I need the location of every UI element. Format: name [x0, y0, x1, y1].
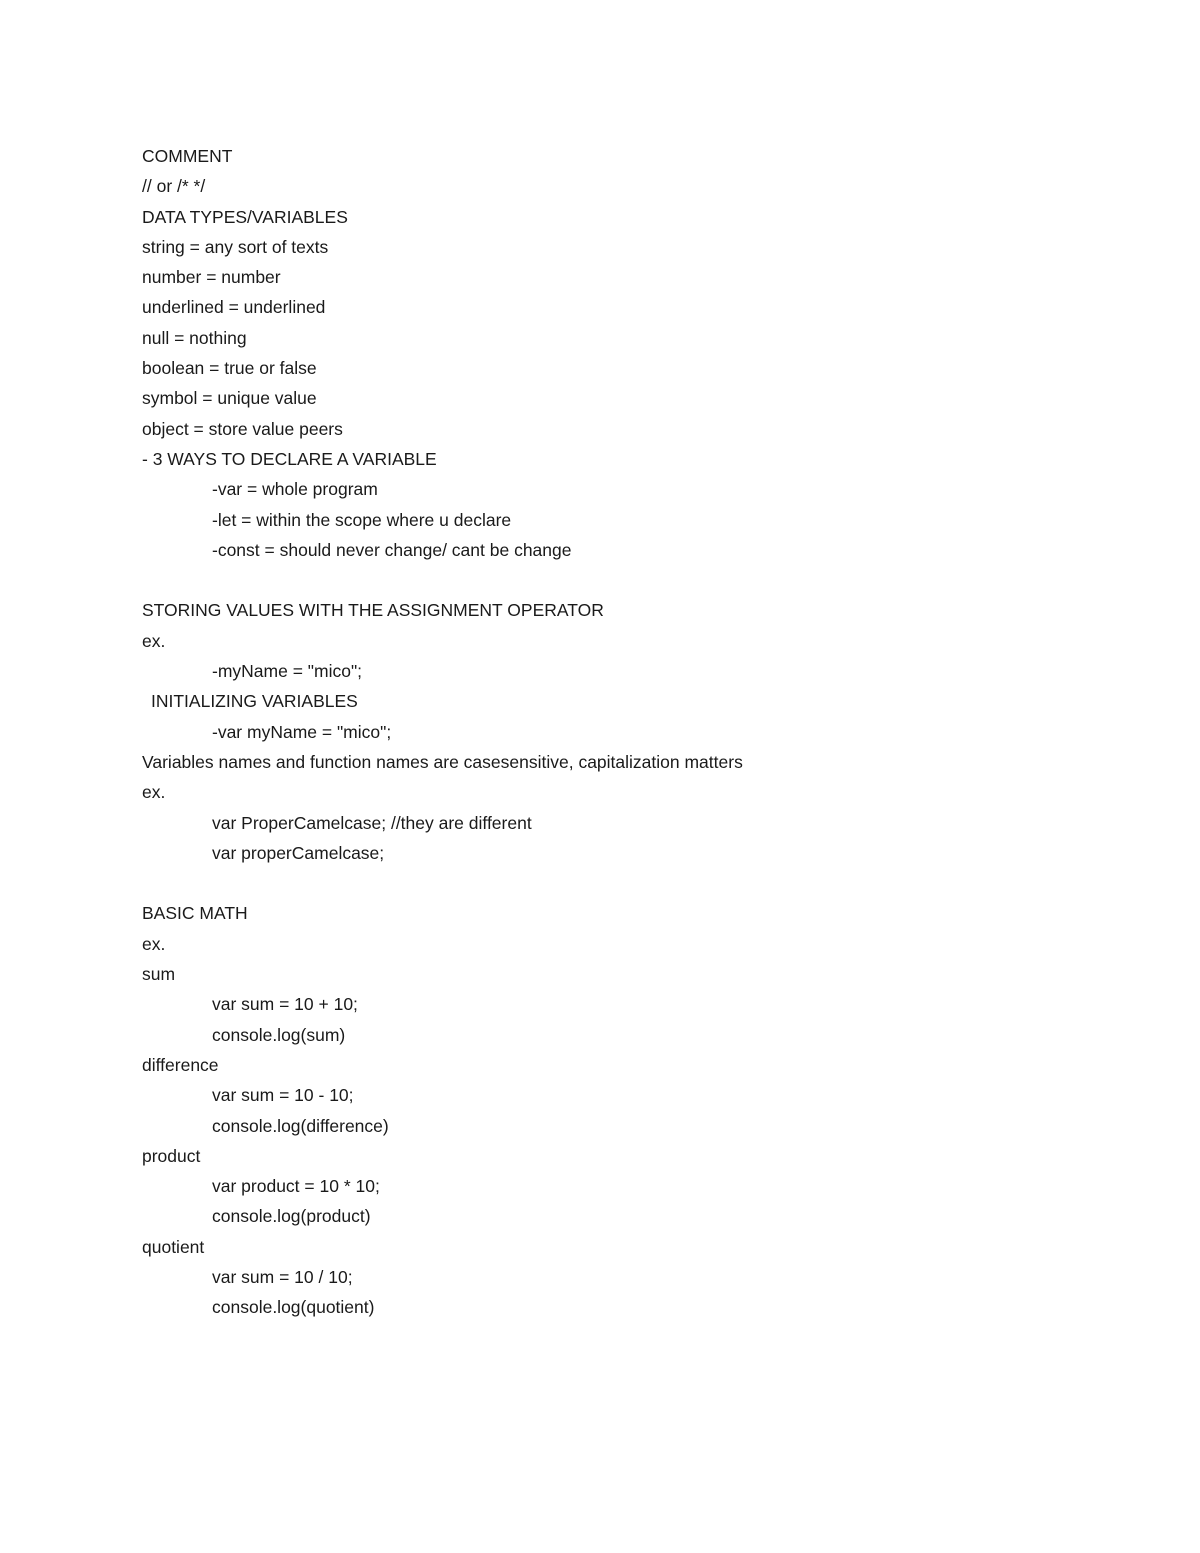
- text-line: var ProperCamelcase; //they are different: [212, 812, 532, 833]
- text-line: product: [142, 1145, 201, 1166]
- text-line: INITIALIZING VARIABLES: [151, 691, 358, 712]
- text-line: -var = whole program: [212, 479, 378, 500]
- text-line: object = store value peers: [142, 418, 343, 439]
- text-line: -const = should never change/ cant be change: [212, 539, 572, 560]
- text-line: console.log(product): [212, 1206, 371, 1227]
- text-line: string = any sort of texts: [142, 236, 329, 257]
- text-line: -myName = "mico";: [212, 661, 363, 682]
- text-line: console.log(quotient): [212, 1297, 375, 1318]
- blank-line: [142, 565, 1102, 595]
- text-line: var sum = 10 / 10;: [212, 1266, 353, 1287]
- text-line: - 3 WAYS TO DECLARE A VARIABLE: [142, 448, 437, 469]
- text-line: underlined = underlined: [142, 297, 326, 318]
- text-line: sum: [142, 964, 176, 985]
- text-line: var sum = 10 + 10;: [212, 994, 358, 1015]
- text-line: boolean = true or false: [142, 358, 317, 379]
- text-line: number = number: [142, 267, 281, 288]
- text-line: ex.: [142, 933, 166, 954]
- text-line: BASIC MATH: [142, 903, 248, 924]
- text-line: difference: [142, 1054, 219, 1075]
- text-line: -var myName = "mico";: [212, 721, 392, 742]
- text-line: quotient: [142, 1236, 205, 1257]
- document-body: [142, 141, 1102, 1323]
- text-line: symbol = unique value: [142, 388, 317, 409]
- text-line: null = nothing: [142, 327, 247, 348]
- text-line: ex.: [142, 782, 166, 803]
- text-line: DATA TYPES/VARIABLES: [142, 206, 348, 227]
- text-line: Variables names and function names are casesensitive, capitalization matters: [142, 751, 743, 772]
- text-line: var properCamelcase;: [212, 842, 385, 863]
- text-line: -let = within the scope where u declare: [212, 509, 512, 530]
- text-line: console.log(sum): [212, 1024, 346, 1045]
- blank-line: [142, 868, 1102, 898]
- text-line: var product = 10 * 10;: [212, 1176, 380, 1197]
- text-line: console.log(difference): [212, 1115, 389, 1136]
- text-line: var sum = 10 - 10;: [212, 1085, 354, 1106]
- text-line: // or /* */: [142, 176, 206, 197]
- text-line: COMMENT: [142, 146, 233, 166]
- text-line: STORING VALUES WITH THE ASSIGNMENT OPERATOR: [142, 600, 604, 621]
- text-line: ex.: [142, 630, 166, 651]
